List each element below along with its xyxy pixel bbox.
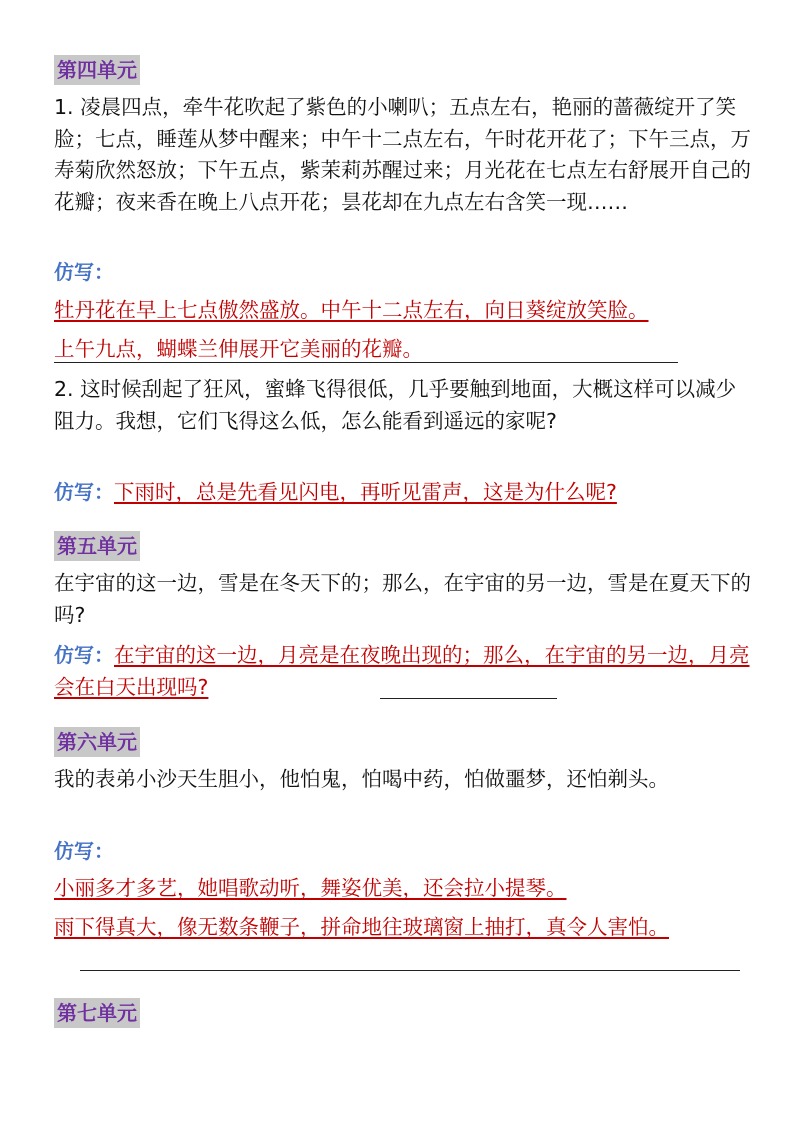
original-sentence: 1. 凌晨四点，牵牛花吹起了紫色的小喇叭；五点左右，艳丽的蔷薇绽开了笑脸；七点，睡莲从梦中醒来；中午十二点左右，午时花开花了；下午三点，万寿菊欣然怒放；下午五点，紫茉莉苏醒过来；月光花在七点左右舒展开自己的花瓣；夜来香在晚上八点开花；昙花却在九点左右含笑一现…… bbox=[54, 95, 751, 214]
unit-title: 第五单元 bbox=[54, 531, 140, 561]
original-sentence: 在宇宙的这一边，雪是在冬天下的；那么，在宇宙的另一边，雪是在夏天下的吗? bbox=[54, 571, 751, 627]
imitation-sentence bbox=[54, 873, 753, 905]
answer-line bbox=[54, 362, 678, 363]
imitation-text: 上午九点，蝴蝶兰伸展开它美丽的花瓣。 bbox=[54, 337, 423, 361]
imitation-label: 仿写： bbox=[54, 839, 114, 863]
unit-title: 第六单元 bbox=[54, 727, 140, 757]
imitation-sentence bbox=[54, 295, 753, 327]
imitation-sentence bbox=[54, 334, 753, 366]
unit-heading bbox=[54, 55, 753, 85]
original-sentence: 2. 这时候刮起了狂风，蜜蜂飞得很低，几乎要触到地面，大概这样可以减少阻力。我想，它们飞得这么低，怎么能看到遥远的家呢? bbox=[54, 377, 737, 433]
unit-heading bbox=[54, 998, 753, 1028]
answer-line bbox=[380, 698, 557, 699]
imitation-text: 雨下得真大，像无数条鞭子，拼命地往玻璃窗上抽打，真令人害怕。 bbox=[54, 915, 669, 939]
imitation-label: 仿写： bbox=[54, 643, 114, 667]
imitation-row bbox=[54, 640, 753, 703]
imitation-row bbox=[54, 477, 753, 509]
original-sentence: 我的表弟小沙天生胆小，他怕鬼，怕喝中药，怕做噩梦，还怕剃头。 bbox=[54, 767, 669, 791]
imitation-label: 仿写： bbox=[54, 260, 114, 284]
answer-line bbox=[80, 970, 740, 971]
unit-heading bbox=[54, 727, 753, 757]
imitation-text: 牡丹花在早上七点傲然盛放。中午十二点左右，向日葵绽放笑脸。 bbox=[54, 298, 649, 322]
imitation-text: 下雨时，总是先看见闪电，再听见雷声，这是为什么呢? bbox=[114, 480, 617, 504]
unit-title: 第七单元 bbox=[54, 998, 140, 1028]
imitation-text: 小丽多才多艺，她唱歌动听，舞姿优美，还会拉小提琴。 bbox=[54, 876, 567, 900]
imitation-sentence bbox=[54, 912, 753, 944]
imitation-label: 仿写： bbox=[54, 480, 114, 504]
unit-title: 第四单元 bbox=[54, 55, 140, 85]
imitation-text: 在宇宙的这一边，月亮是在夜晚出现的；那么，在宇宙的另一边，月亮会在白天出现吗? bbox=[54, 643, 750, 699]
unit-heading bbox=[54, 531, 753, 561]
